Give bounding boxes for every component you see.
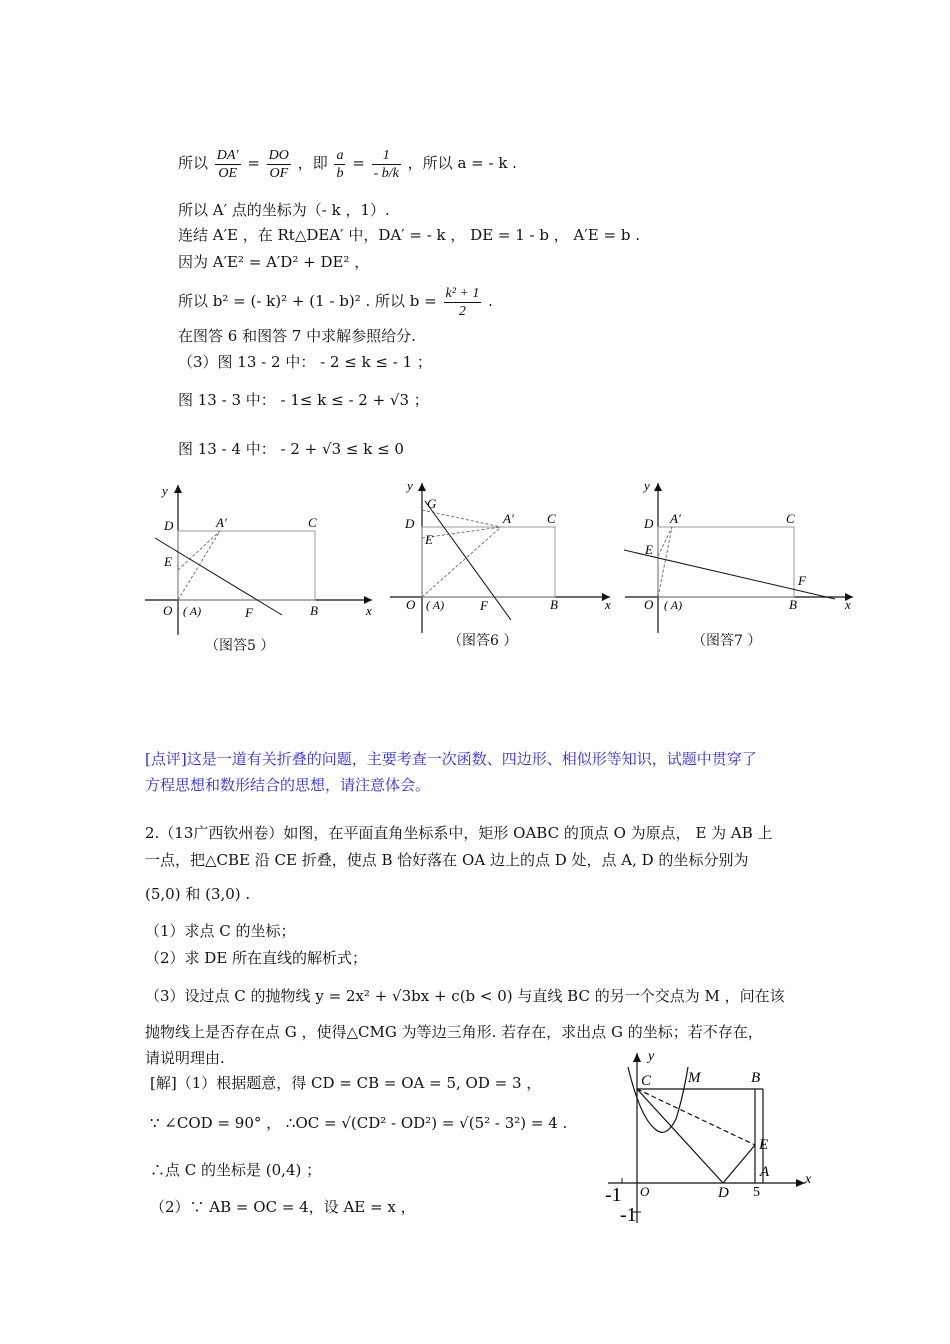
svg-text:O: O [406,597,416,612]
svg-text:A′: A′ [670,511,681,526]
frac-a-b: $\frac{a}{b}$ [336,147,344,181]
svg-text:x: x [805,1172,812,1187]
caption-fig7: （图答7 ） [692,633,762,649]
problem2-line1: 2.（13广西钦州卷）如图，在平面直角坐标系中，矩形 OABC 的顶点 O 为原点， E 为 AB 上 [145,824,773,842]
figure-answer-5 [140,475,380,640]
svg-text:F: F [798,573,806,588]
caption-fig6: （图答6 ） [448,633,518,649]
svg-text:E: E [759,1137,769,1153]
problem2-line3: (5,0) 和 (3,0) . [145,885,251,903]
line-range-13-4: 图 13 - 4 中： - 2 + √3 ≤ k ≤ 0 [178,440,404,458]
svg-text:B: B [751,1070,761,1086]
line-ratio: 所以 $\frac{DA'}{OE}$ = $\frac{DO}{OF}$ ，即 $\frac{a}{b}$ = $\frac{1}{- b/k}$ ，所以 a = - k . [178,147,517,181]
review-comment-line1: [点评]这是一道有关折叠的问题，主要考查一次函数、四边形、相似形等知识，试题中贯穿了 [145,750,757,768]
line-range-13-3: 图 13 - 3 中： - 1≤ k ≤ - 2 + √3 ； [178,391,429,409]
svg-text:B: B [789,597,797,612]
svg-text:E: E [425,532,433,547]
ratio-prefix: 所以 [178,154,209,172]
frac-k2-2: $\frac{\text{k² + 1}}{2}$ [445,285,480,319]
svg-text:A′: A′ [503,511,514,526]
question-1: （1）求点 C 的坐标； [145,922,296,940]
review-comment-line2: 方程思想和数形结合的思想，请注意体会。 [145,776,431,794]
svg-text:C: C [641,1073,652,1089]
frac-da-oe: $\frac{DA'}{OE}$ [216,147,239,181]
line-range-13-2: （3）图 13 - 2 中： - 2 ≤ k ≤ - 1 ； [178,353,432,371]
svg-text:x: x [366,603,372,618]
solution-1: [解]（1）根据题意，得 CD = CB = OA = 5, OD = 3 ， [150,1074,542,1092]
solution-3: ∴点 C 的坐标是 (0,4) ； [150,1161,322,1179]
svg-text:O: O [640,1184,650,1199]
svg-text:y: y [644,478,650,493]
frac-1-bk: $\frac{1}{- b/k}$ [373,147,399,181]
svg-text:O: O [163,603,173,618]
problem2-figure [600,1045,825,1225]
svg-text:( A): ( A) [426,598,445,612]
svg-text:D: D [644,516,654,531]
svg-text:G: G [427,496,437,511]
question-3: （3）设过点 C 的抛物线 y = 2x² + √3bx + c(b < 0) 与直线 BC 的另一个交点为 M ，问在该 [145,987,785,1005]
question-2: （2）求 DE 所在直线的解析式； [145,949,368,967]
line-reference: 在图答 6 和图答 7 中求解参照给分. [178,327,416,345]
line-pythag: 因为 A′E² = A′D² + DE² ， [178,253,370,271]
svg-text:D: D [718,1185,729,1201]
solution-2: ∵ ∠COD = 90° ， ∴OC = √(CD² - OD²) = √(5² - 3²) = 4 . [150,1114,568,1132]
svg-text:y: y [407,478,413,493]
line-connect: 连结 A′E ，在 Rt△DEA′ 中，DA′ = - k ， DE = 1 - b ， A′E = b . [178,226,640,244]
figure-answer-6 [385,475,620,640]
question-3-cont: 抛物线上是否存在点 G ，使得△CMG 为等边三角形. 若存在，求出点 G 的坐标；若不存在， [145,1023,763,1041]
svg-text:A: A [760,1164,770,1180]
svg-text:C: C [547,511,556,526]
svg-text:M: M [688,1070,701,1086]
svg-text:E: E [645,542,653,557]
svg-text:y: y [648,1049,655,1064]
svg-text:C: C [308,515,317,530]
svg-text:D: D [405,516,415,531]
svg-text:x: x [845,597,851,612]
svg-text:A′: A′ [216,515,227,530]
svg-text:( A): ( A) [664,598,683,612]
question-3-end: 请说明理由. [145,1049,225,1067]
svg-text:5: 5 [753,1185,760,1200]
svg-text:x: x [605,597,611,612]
svg-text:C: C [786,511,795,526]
svg-text:B: B [310,603,318,618]
problem2-line2: 一点，把△CBE 沿 CE 折叠，使点 B 恰好落在 OA 边上的点 D 处，点 A, D 的坐标分别为 [145,851,749,869]
figure-answer-7 [620,475,860,640]
svg-text:O: O [644,597,654,612]
svg-text:y: y [162,483,168,498]
line-b-solution: 所以 b² = (- k)² + (1 - b)² . 所以 b = $\frac{\text{k² + 1}}{2}$ . [178,285,493,319]
solution-4: （2）∵ AB = OC = 4，设 AE = x ， [150,1198,416,1216]
line-a-prime-coord: 所以 A′ 点的坐标为（- k ，1）. [178,201,390,219]
svg-text:-1: -1 [605,1184,622,1206]
svg-text:B: B [550,597,558,612]
svg-text:D: D [164,518,174,533]
svg-text:-1: -1 [620,1204,637,1225]
caption-fig5: （图答5 ） [205,638,275,654]
svg-text:F: F [245,605,253,620]
frac-do-of: $\frac{DO}{OF}$ [268,147,289,181]
svg-text:( A): ( A) [183,604,202,618]
svg-text:F: F [480,598,488,613]
svg-text:E: E [164,554,172,569]
